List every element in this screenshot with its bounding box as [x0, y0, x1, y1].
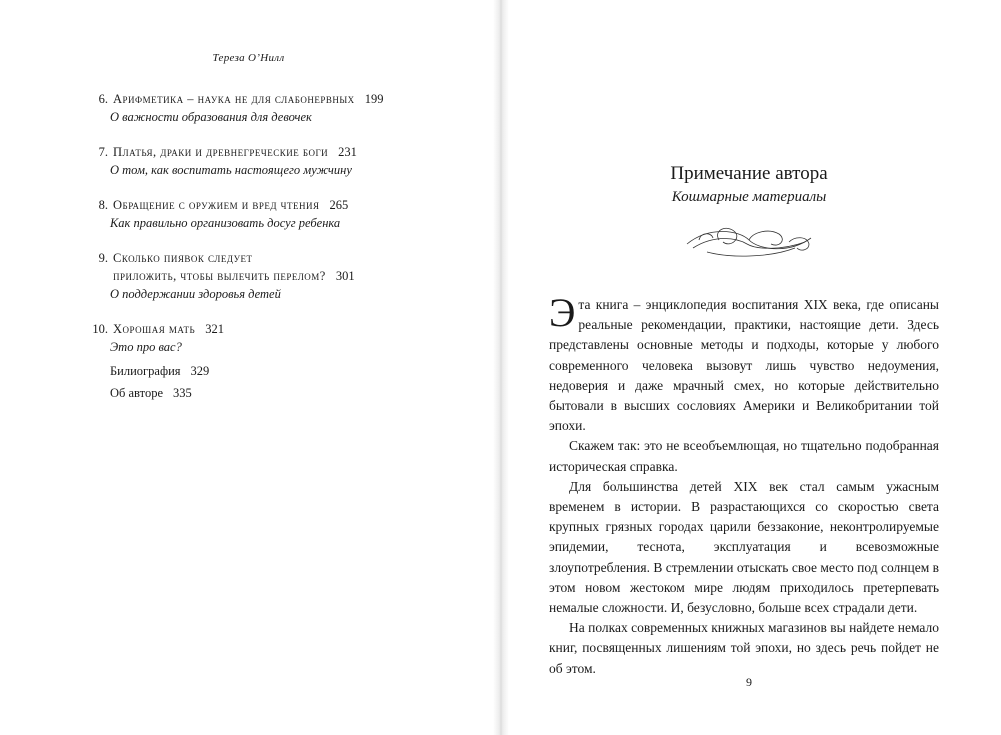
toc-number: 10.: [92, 322, 108, 336]
body-text: [549, 290, 939, 679]
toc-number: 7.: [98, 145, 108, 159]
left-page: [0, 0, 497, 735]
page-number: 9: [746, 675, 752, 689]
drop-cap: Э: [549, 290, 576, 335]
toc-number: 6.: [98, 92, 108, 106]
toc-title: Арифметика – наука не для слабонервных: [113, 92, 355, 106]
toc-page: 231: [338, 145, 357, 159]
toc-title-continued: приложить, чтобы вылечить перелом?: [113, 269, 326, 283]
book-gutter: [493, 0, 509, 735]
toc-number: 9.: [98, 251, 108, 265]
toc-extra-entry[interactable]: [86, 362, 466, 380]
toc-page: 265: [329, 198, 349, 212]
right-page: [497, 0, 1001, 735]
toc-extra-title: Билиография: [110, 364, 181, 378]
toc-entry[interactable]: [86, 196, 466, 232]
paragraph: На полках современных книжных магазинов вы найдете немало книг, посвященных лишениям той эпохи, но здесь речь пойдет не об этом.: [549, 620, 939, 676]
toc-subtitle: О том, как воспитать настоящего мужчину: [110, 163, 352, 177]
toc-title: Хорошая мать: [113, 322, 196, 336]
toc-page: 329: [190, 364, 210, 378]
toc-title: Сколько пиявок следует: [113, 251, 253, 265]
paragraph: Для большинства детей XIX век стал самым ужасным временем в истории. В разрастающихся со скоростью света крупных грязных городах царили беззаконие, неконтролируемые эпидемии, теснота, эксплуатация и всевозможные злоупотребления. В стремлении отыскать свое место под солнцем в этом новом жестоком мире людям приходилось претерпевать немалые сложности. И, безусловно, больше всех страдали дети.: [549, 478, 939, 616]
toc-line: [86, 267, 466, 285]
toc-subtitle: О поддержании здоровья детей: [110, 287, 281, 301]
paragraph: [549, 290, 939, 436]
toc-entry[interactable]: [86, 249, 466, 303]
chapter-title: Примечание автора: [670, 163, 828, 184]
toc-page: 335: [173, 386, 192, 400]
chapter-subtitle: Кошмарные материалы: [671, 189, 827, 205]
toc-subtitle: Это про вас?: [110, 340, 182, 354]
paragraph: Скажем так: это не всеобъемлющая, но тщательно подобранная историческая справка.: [549, 438, 939, 474]
toc-line: [86, 249, 466, 267]
toc-page: 199: [364, 92, 384, 106]
toc-entry[interactable]: [86, 320, 466, 356]
toc-extra-title: Об авторе: [110, 386, 163, 400]
toc-line: [86, 196, 466, 214]
toc-entry[interactable]: [86, 90, 466, 126]
toc-subtitle: О важности образования для девочек: [110, 110, 312, 124]
toc-number: 8.: [98, 198, 108, 212]
flourish-ornament-icon: [679, 218, 819, 262]
toc-line: [86, 143, 466, 161]
toc-extra-entry[interactable]: [86, 384, 466, 402]
toc-title: Обращение с оружием и вред чтения: [113, 198, 320, 212]
toc-entry[interactable]: [86, 143, 466, 179]
running-head: Тереза О’Нилл: [212, 52, 285, 64]
toc-title: Платья, драки и древнегреческие боги: [113, 145, 329, 159]
toc-subtitle: Как правильно организовать досуг ребенка: [110, 216, 341, 230]
toc-line: [86, 90, 466, 108]
toc-line: [86, 320, 466, 338]
toc-page: 301: [335, 269, 355, 283]
paragraph-text: та книга – энциклопедия воспитания XIX века, где описаны реальные рекомендации, практики, настоящие дети. Здесь представлены основные методы и подходы, которые у любого современного человека вызовут лишь чувство недоумения, недоверия и даже мрачный смех, но которые действительно бытовали в высших сословиях Америки и Великобритании той эпохи.: [549, 297, 939, 434]
table-of-contents: [86, 90, 466, 402]
toc-page: 321: [205, 322, 224, 336]
